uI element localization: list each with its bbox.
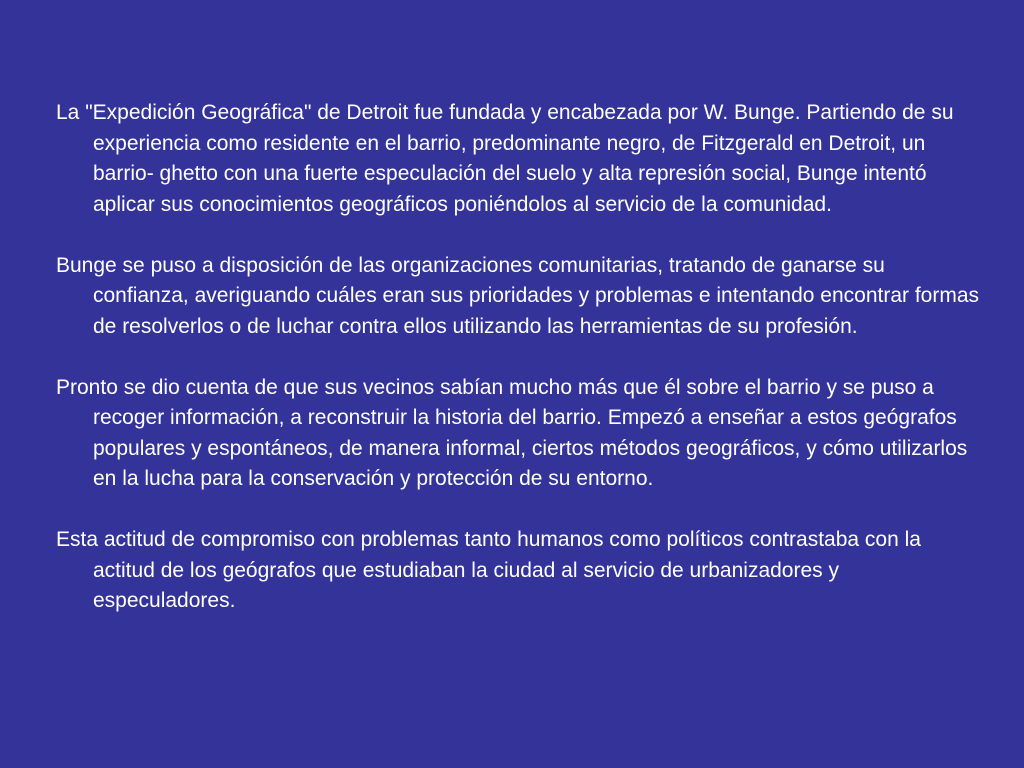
paragraph-bunge-organizaciones: Bunge se puso a disposición de las organizaciones comunitarias, tratando de ganarse su confianza, averiguando cuáles eran sus prioridades y problemas e intentando encontrar formas de resolverlos o de luchar contra ellos utilizando las herramientas de su profesión. xyxy=(56,253,980,338)
paragraph-compromiso: Esta actitud de compromiso con problemas tanto humanos como políticos contrastaba con la actitud de los geógrafos que estudiaban la ciudad al servicio de urbanizadores y especuladores. xyxy=(56,528,921,612)
paragraph-expedicion: La "Expedición Geográfica" de Detroit fue fundada y encabezada por W. Bunge. Partiendo de su experiencia como residente en el barrio, predominante negro, de Fitzgerald en Detroit, un barrio- ghetto con una fuerte especulación del suelo y alta represión social, Bunge intentó aplicar sus conocimientos geográficos poniéndolos al servicio de la comunidad. xyxy=(56,101,954,216)
paragraph-vecinos: Pronto se dio cuenta de que sus vecinos sabían mucho más que él sobre el barrio y se puso a recoger información, a reconstruir la historia del barrio. Empezó a enseñar a estos geógrafos populares y espontáneos, de manera informal, ciertos métodos geográficos, y cómo utilizarlos en la lucha para la conservación y protección de su entorno. xyxy=(56,375,968,490)
